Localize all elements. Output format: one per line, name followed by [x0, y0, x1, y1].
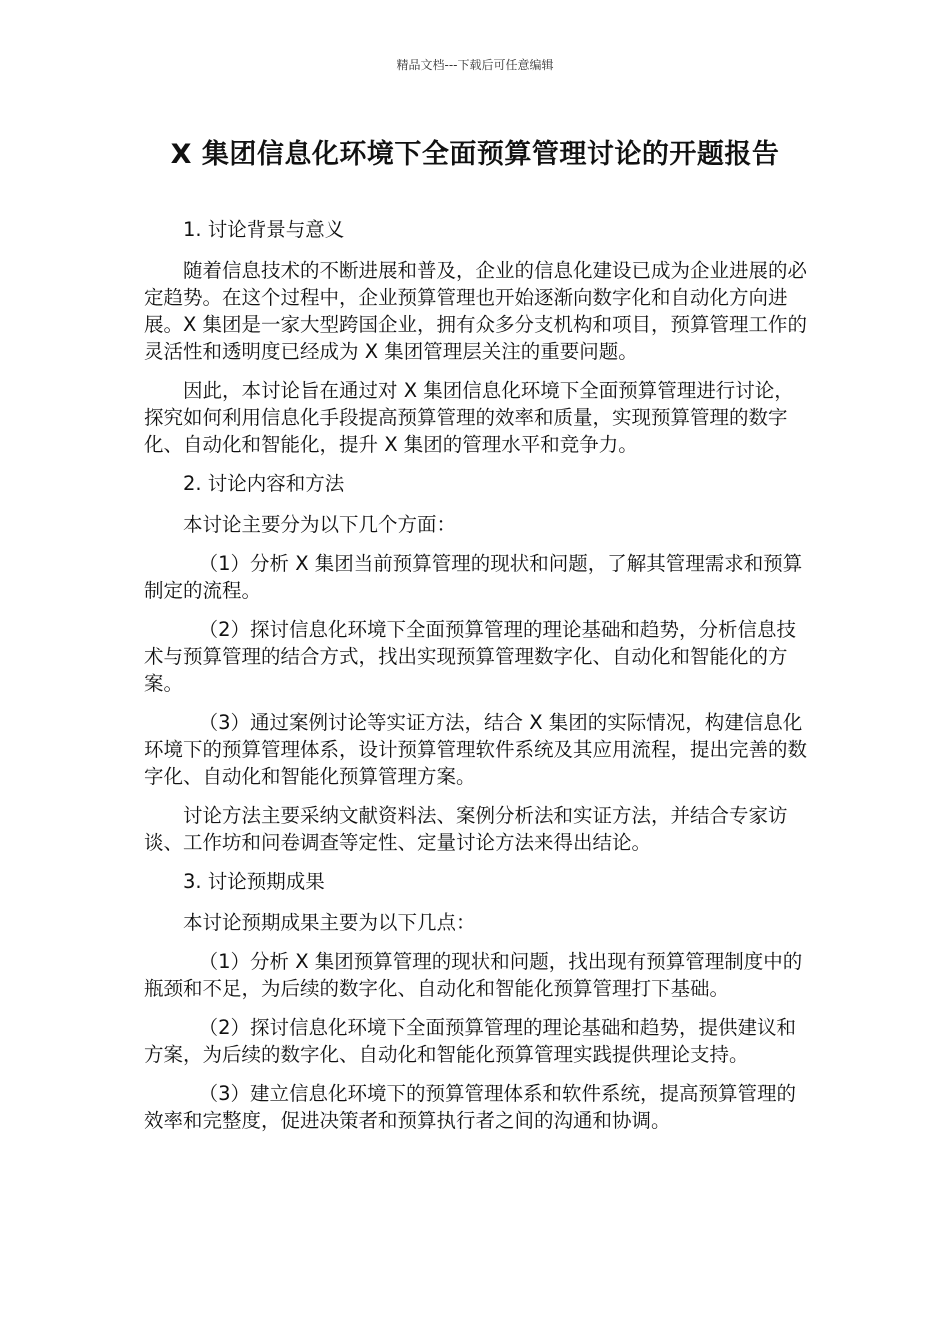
paragraph-results-intro: 本讨论预期成果主要为以下几点： [183, 911, 476, 934]
header-note: 精品文档---下载后可任意编辑 [396, 58, 554, 72]
paragraph-content-intro: 本讨论主要分为以下几个方面： [183, 513, 457, 536]
list-item-result-1: （1）分析 X 集团预算管理的现状和问题，找出现有预算管理制度中的瓶颈和不足，为后续的数字化、自动化和智能化预算管理打下基础。 [144, 950, 803, 1000]
list-item-result-3: （3）建立信息化环境下的预算管理体系和软件系统，提高预算管理的效率和完整度，促进决策者和预算执行者之间的沟通和协调。 [144, 1082, 797, 1132]
list-item-content-2: （2）探讨信息化环境下全面预算管理的理论基础和趋势，分析信息技术与预算管理的结合方式，找出实现预算管理数字化、自动化和智能化的方案。 [144, 618, 797, 695]
list-item-result-2: （2）探讨信息化环境下全面预算管理的理论基础和趋势，提供建议和方案，为后续的数字化、自动化和智能化预算管理实践提供理论支持。 [144, 1016, 797, 1066]
section-heading-expected-results: 3. 讨论预期成果 [183, 870, 325, 893]
document-body [144, 216, 808, 1146]
paragraph-background-1: 随着信息技术的不断进展和普及，企业的信息化建设已成为企业进展的必定趋势。在这个过程中，企业预算管理也开始逐渐向数字化和自动化方向进展。X 集团是一家大型跨国企业，拥有众多分支机构和项目，预算管理工作的灵活性和透明度已经成为 X 集团管理层关注的重要问题。 [144, 259, 808, 363]
section-heading-content-method: 2. 讨论内容和方法 [183, 472, 345, 495]
paragraph-method: 讨论方法主要采纳文献资料法、案例分析法和实证方法，并结合专家访谈、工作坊和问卷调查等定性、定量讨论方法来得出结论。 [144, 804, 788, 854]
document-title: X 集团信息化环境下全面预算管理讨论的开题报告 [170, 139, 780, 170]
list-item-content-3: （3）通过案例讨论等实证方法，结合 X 集团的实际情况，构建信息化环境下的预算管理体系，设计预算管理软件系统及其应用流程，提出完善的数字化、自动化和智能化预算管理方案。 [144, 711, 808, 788]
list-item-content-1: （1）分析 X 集团当前预算管理的现状和问题，了解其管理需求和预算制定的流程。 [144, 552, 803, 602]
section-heading-background: 1. 讨论背景与意义 [183, 218, 345, 241]
paragraph-background-2: 因此，本讨论旨在通过对 X 集团信息化环境下全面预算管理进行讨论，探究如何利用信息化手段提高预算管理的效率和质量，实现预算管理的数字化、自动化和智能化，提升 X 集团的管理水平和竞争力。 [144, 379, 794, 456]
